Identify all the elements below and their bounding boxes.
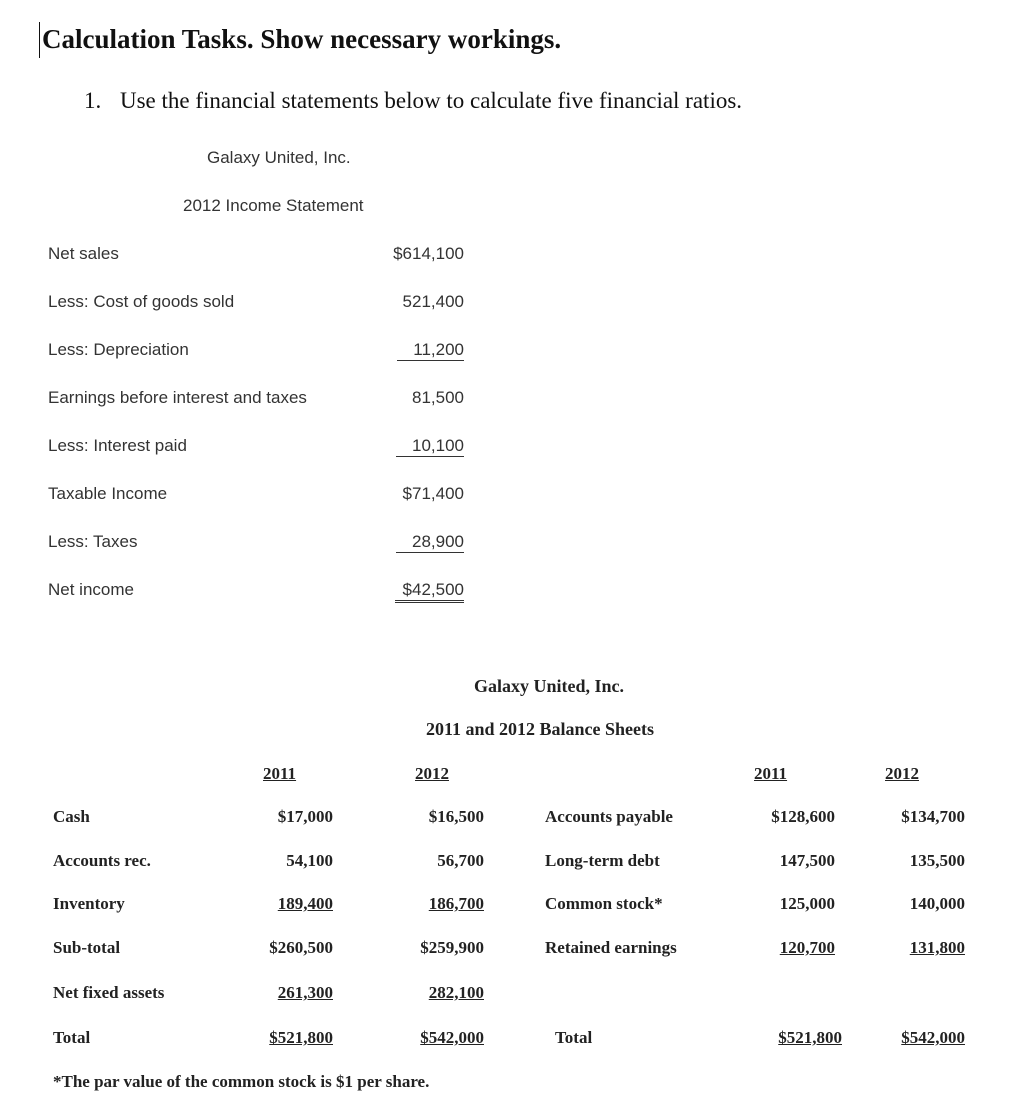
text-cursor [39,22,40,58]
asset-2011: $17,000 [277,807,333,826]
asset-label: Net fixed assets [53,983,165,1002]
is-row-label: Less: Taxes [48,532,138,551]
liability-2011: 120,700 [779,938,835,957]
income-statement-company: Galaxy United, Inc. [207,148,351,167]
is-row-value: 28,900 [396,532,464,553]
liability-2012: $134,700 [901,807,965,826]
asset-2012: $259,900 [420,938,484,957]
asset-label: Inventory [53,894,125,913]
asset-2011: $260,500 [269,938,333,957]
liability-2011: $521,800 [778,1028,842,1047]
income-statement-title: 2012 Income Statement [183,196,364,215]
is-row-label: Earnings before interest and taxes [48,388,307,407]
is-row-value: 521,400 [402,292,464,311]
footnote: *The par value of the common stock is $1 per share. [53,1072,430,1091]
balance-sheet-company: Galaxy United, Inc. [474,676,625,696]
task-item [84,88,742,114]
liability-label: Retained earnings [545,938,677,957]
is-row-label: Less: Cost of goods sold [48,292,235,311]
liability-label: Common stock* [545,894,663,913]
is-row-label: Taxable Income [48,484,168,503]
liability-2011: $128,600 [771,807,835,826]
asset-2012: 56,700 [437,851,484,870]
asset-2012: 282,100 [428,983,484,1002]
asset-label: Total [53,1028,91,1047]
asset-label: Sub-total [53,938,121,957]
year-header: 2011 [263,764,297,783]
asset-2012: 186,700 [428,894,484,913]
asset-2011: 189,400 [277,894,333,913]
year-header: 2012 [885,764,919,783]
is-row-label: Less: Interest paid [48,436,187,455]
is-row-value: 11,200 [397,340,464,361]
asset-2012: $542,000 [420,1028,484,1047]
task-number: 1. [84,88,102,113]
task-text: Use the financial statements below to calculate five financial ratios. [120,88,743,113]
asset-2011: 261,300 [277,983,333,1002]
is-row-value: $614,100 [393,244,464,263]
is-row-label: Less: Depreciation [48,340,189,359]
year-header: 2011 [754,764,788,783]
year-header: 2012 [415,764,449,783]
is-row-value: $71,400 [402,484,464,503]
asset-label: Cash [53,807,90,826]
liability-2011: 125,000 [779,894,835,913]
asset-2011: 54,100 [286,851,333,870]
balance-sheet-title: 2011 and 2012 Balance Sheets [426,719,655,739]
is-row-value: 81,500 [412,388,464,407]
asset-label: Accounts rec. [53,851,151,870]
liability-2011: 147,500 [779,851,835,870]
liability-label: Total [555,1028,593,1047]
is-row-label: Net income [48,580,134,599]
liability-label: Long-term debt [545,851,660,870]
is-row-label: Net sales [48,244,119,263]
liability-2012: 131,800 [909,938,965,957]
liability-2012: 135,500 [909,851,965,870]
liability-2012: 140,000 [909,894,965,913]
page-heading: Calculation Tasks. Show necessary workings. [42,24,562,54]
is-row-value: 10,100 [396,436,464,457]
asset-2012: $16,500 [428,807,484,826]
liability-2012: $542,000 [901,1028,965,1047]
is-row-value: $42,500 [395,580,464,603]
liability-label: Accounts payable [545,807,673,826]
asset-2011: $521,800 [269,1028,333,1047]
